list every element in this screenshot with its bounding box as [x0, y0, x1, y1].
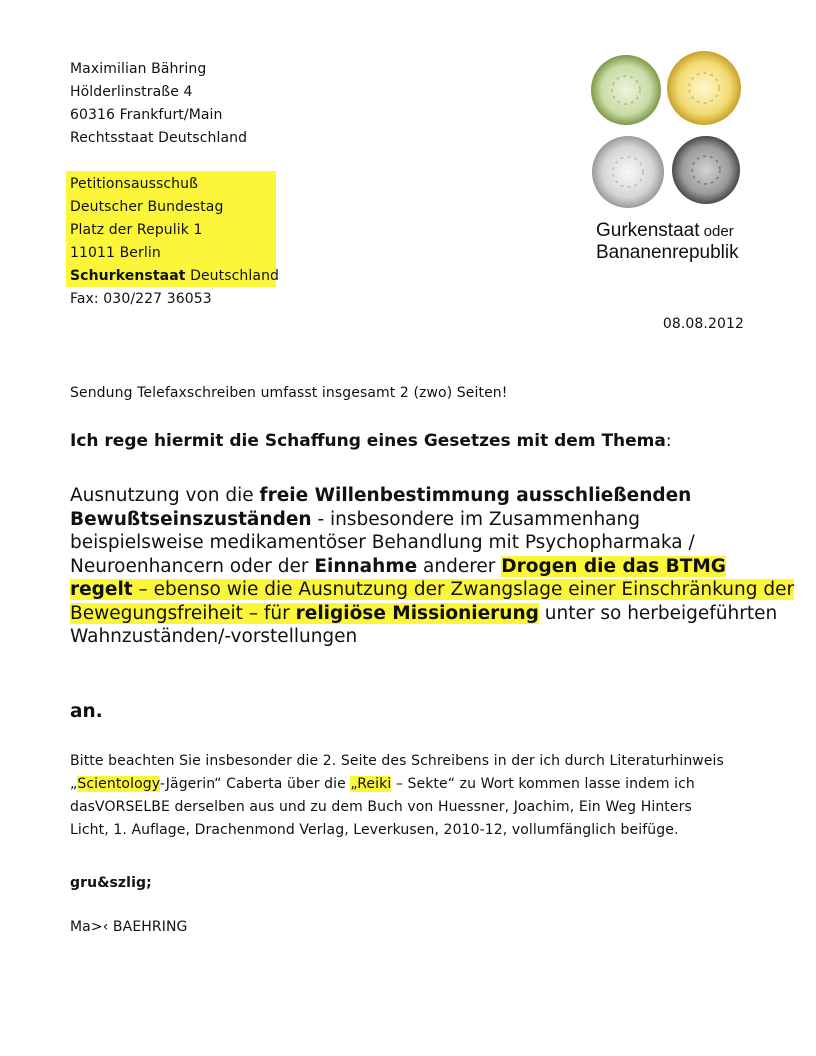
petition-heading-text: Ich rege hiermit die Schaffung eines Gesetzes mit dem Thema: [70, 431, 666, 451]
body-bold-text: Bewußtseinszuständen: [70, 508, 312, 530]
petition-heading-colon: :: [665, 431, 672, 451]
note-line: Bitte beachten Sie insbesonder die 2. Seite des Schreibens in der ich durch Literaturhinweis: [70, 753, 724, 769]
sender-street: Hölderlinstraße 4: [70, 84, 193, 100]
letter-date: 08.08.2012: [662, 316, 744, 332]
body-highlight-bold: religiöse Missionierung: [295, 602, 539, 624]
body-line: [70, 484, 794, 508]
recipient-line-4: 11011 Berlin: [70, 245, 161, 261]
slice-top-right: [667, 51, 741, 125]
body-line: [70, 555, 794, 579]
note-line: [70, 773, 724, 796]
recipient-line-1: Petitionsausschuß: [70, 176, 199, 192]
recipient-address: [70, 173, 279, 311]
body-line: Wahnzuständen/-vorstellungen: [70, 626, 358, 647]
note-text: – Sekte“ zu Wort kommen lasse indem ich: [391, 776, 695, 792]
recipient-country: Deutschland: [185, 268, 280, 284]
body-line: [70, 508, 794, 532]
body-text: unter so herbeigeführten: [538, 602, 778, 624]
logo-title-main: Gurkenstaat: [596, 220, 700, 241]
petition-heading: [70, 430, 672, 453]
body-text: Neuroenhancern oder der: [70, 555, 315, 577]
body-bold-text: Einnahme: [314, 555, 418, 577]
signature: Ma>‹ BAEHRING: [70, 919, 188, 935]
sender-country: Rechtsstaat Deutschland: [70, 130, 248, 146]
slice-top-left: [591, 55, 661, 125]
literature-note: [70, 750, 724, 842]
body-highlight: – ebenso wie die: [132, 579, 299, 600]
body-highlight: Ausnutzung der Zwangslage einer Einschränkung der: [298, 579, 795, 600]
body-text: anderer: [417, 555, 502, 577]
body-highlight: – für: [242, 602, 296, 624]
body-line: beispielsweise medikamentöser Behandlung mit Psychopharmaka /: [70, 532, 695, 553]
note-text: „: [70, 776, 78, 792]
body-line: [70, 602, 794, 626]
sender-address: [70, 58, 247, 150]
note-highlight: Scientology: [77, 776, 160, 792]
logo-title: [596, 220, 739, 263]
body-highlight-bold: regelt: [70, 579, 133, 600]
body-bold-text: freie Willenbestimmung ausschließenden: [259, 485, 692, 506]
body-highlight: Bewegungsfreiheit: [70, 602, 243, 624]
logo-title-line2: Bananenrepublik: [596, 242, 739, 263]
note-highlight: „Reiki: [350, 776, 392, 792]
body-highlight-bold: Drogen die das BTMG: [501, 555, 726, 577]
slice-bottom-right: [672, 136, 740, 204]
sender-city: 60316 Frankfurt/Main: [70, 107, 223, 123]
petition-body: [70, 484, 794, 649]
logo-title-small: oder: [699, 223, 734, 240]
recipient-line-5: [70, 265, 279, 288]
body-text: - insbesondere im Zusammenhang: [311, 508, 640, 530]
slice-bottom-left: [592, 136, 664, 208]
sender-name: Maximilian Bähring: [70, 61, 207, 77]
note-text: -Jägerin“ Caberta über die: [159, 776, 351, 792]
body-text: Ausnutzung von die: [70, 485, 260, 506]
note-line: Licht, 1. Auflage, Drachenmond Verlag, Leverkusen, 2010-12, vollumfänglich beifüge.: [70, 822, 679, 838]
note-line: dasVORSELBE derselben aus und zu dem Buch von Huessner, Joachim, Ein Weg Hinters: [70, 799, 692, 815]
recipient-bold-word: Schurkenstaat: [70, 268, 186, 284]
cucumber-logo: [588, 50, 748, 215]
recipient-fax: Fax: 030/227 36053: [70, 291, 212, 307]
greeting: gru&szlig;: [70, 875, 152, 891]
body-line: [70, 578, 794, 602]
fax-page-note: Sendung Telefaxschreiben umfasst insgesamt 2 (zwo) Seiten!: [70, 385, 508, 401]
recipient-line-3: Platz der Repulik 1: [70, 222, 203, 238]
recipient-line-2: Deutscher Bundestag: [70, 199, 224, 215]
closing-an: an.: [70, 701, 103, 722]
